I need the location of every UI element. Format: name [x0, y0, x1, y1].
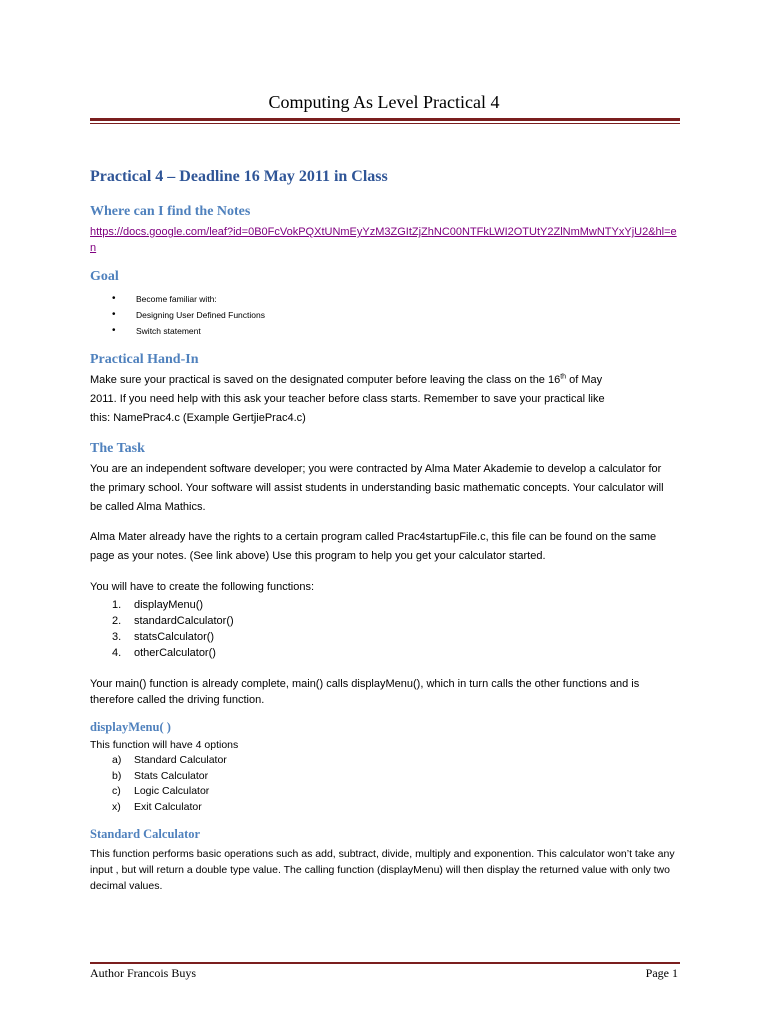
- page-header-title: Computing As Level Practical 4: [268, 92, 500, 112]
- function-item: 3. statsCalculator(): [112, 631, 215, 643]
- task-paragraph-2: Alma Mater already have the rights to a certain program called Prac4startupFile.c, this file can be found on the same page as your notes. (See link above) Use this program to help you get your calculator started.: [90, 531, 657, 562]
- goal-item: • Designing User Defined Functions: [112, 307, 265, 323]
- menu-option: a) Standard Calculator: [112, 754, 227, 766]
- goal-heading: Goal: [90, 269, 119, 284]
- goal-item: • Become familiar with:: [112, 291, 265, 307]
- menu-option: b) Stats Calculator: [112, 769, 209, 782]
- handin-text: Make sure your practical is saved on the designated computer before leaving the class on the 16th of May 2011. If you need help with this ask your teacher before class starts. Remember to save your practical like this: NamePrac4.c (Example GertjiePrac4.c): [90, 373, 605, 424]
- task-heading: The Task: [90, 441, 145, 456]
- display-menu-intro: This function will have 4 options: [90, 739, 239, 751]
- task-paragraph-1: You are an independent software developer; you were contracted by Alma Mater Akademie to develop a calculator for the primary school. Your software will assist students in understanding basic mathematic concepts. Your calculator will be called Alma Mathics.: [90, 463, 664, 513]
- display-menu-heading: displayMenu( ): [90, 720, 171, 734]
- footer-divider: [90, 962, 680, 964]
- task-paragraph-3: Your main() function is already complete, main() calls displayMenu(), which in turn calls the other functions and is therefore called the driving function.: [90, 678, 640, 706]
- footer-page-number: Page 1: [645, 966, 678, 980]
- handin-heading: Practical Hand-In: [90, 352, 199, 367]
- menu-option: x) Exit Calculator: [112, 800, 202, 813]
- function-item: 2. standardCalculator(): [112, 615, 234, 627]
- practical-title: Practical 4 – Deadline 16 May 2011 in Class: [90, 168, 388, 185]
- footer-author: Author Francois Buys: [90, 966, 196, 980]
- bullet-icon: •: [112, 309, 116, 320]
- functions-list: [112, 597, 234, 661]
- notes-link[interactable]: https://docs.google.com/leaf?id=0B0FcVokPQXtUNmEyYzM3ZGItZjZhNC00NTFkLWI2OTUtY2ZlNmMwNTYxYjU2&hl=en: [90, 226, 677, 254]
- menu-option: c) Logic Calculator: [112, 785, 210, 797]
- header-divider: [90, 118, 680, 121]
- standard-calc-heading: Standard Calculator: [90, 827, 201, 841]
- notes-heading: Where can I find the Notes: [90, 204, 251, 219]
- goal-item: • Switch statement: [112, 323, 265, 339]
- header-divider-thin: [90, 123, 680, 124]
- goal-list: [112, 291, 265, 339]
- function-item: 1. displayMenu(): [112, 599, 204, 611]
- functions-intro: You will have to create the following functions:: [90, 581, 315, 593]
- bullet-icon: •: [112, 325, 116, 336]
- standard-calc-paragraph: This function performs basic operations such as add, subtract, divide, multiply and exponention. This calculator won’t take any input , but will return a double type value. The calling function (displayMenu) will then display the returned value with only two decimal values.: [90, 848, 675, 892]
- bullet-icon: •: [112, 293, 116, 304]
- menu-options-list: [112, 753, 227, 815]
- function-item: 4. otherCalculator(): [112, 647, 216, 659]
